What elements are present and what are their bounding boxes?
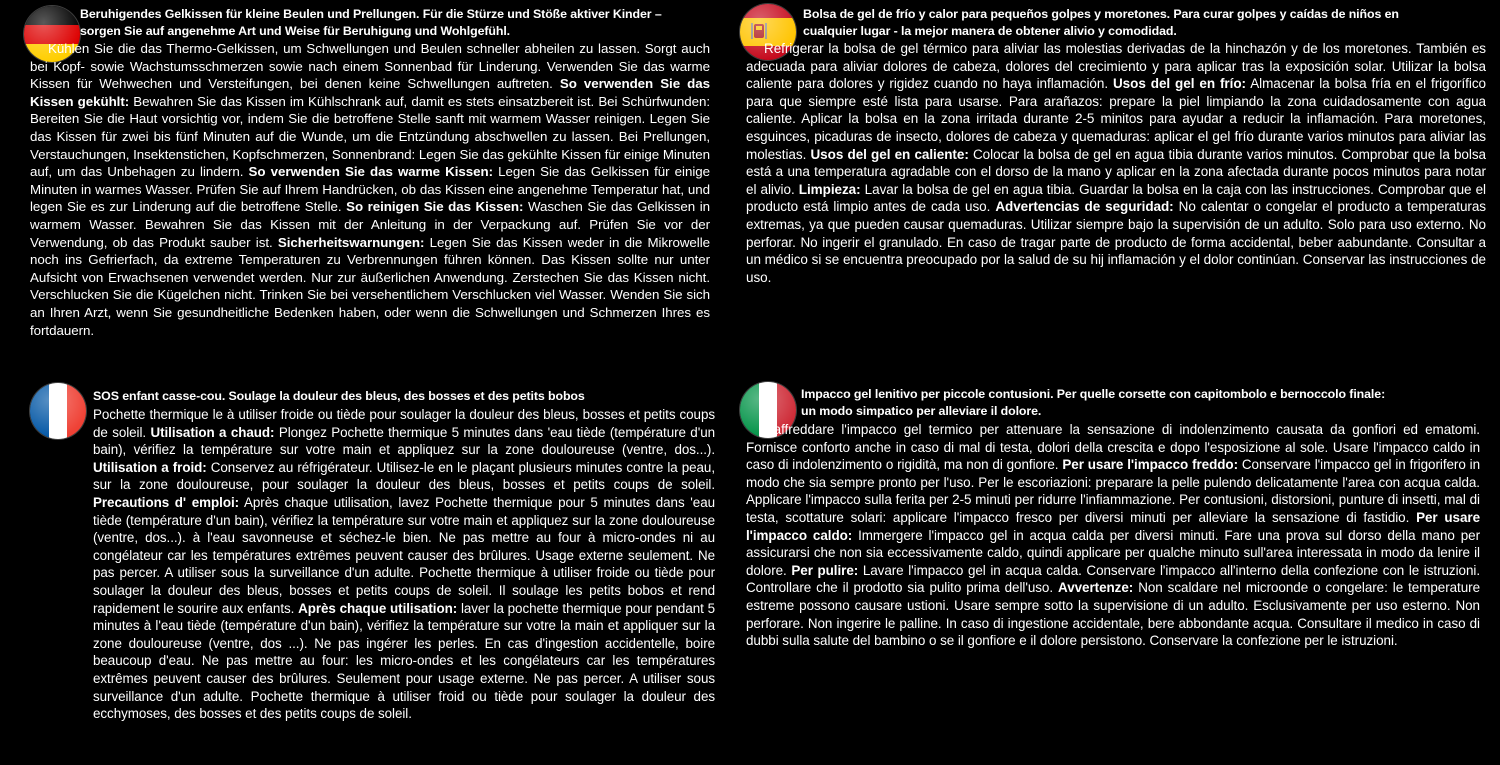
italian-label-warnings: Avvertenze: — [1058, 580, 1134, 596]
french-paragraph: Après chaque utilisation, lavez Pochette thermique pour 5 minutes dans 'eau tiède (température d'un bain), vérifiez la température sur votre main et appliquez sur la zone douloureuse (ventre, dos...). à l'eau savonneuse et séchez-le bien. Ne pas mettre au four à micro-ondes ni au congélateur car les températures extrêmes peuvent causer des brûlures. Usage externe seulement. Ne pas percer. A utiliser sous la surveillance d'un adulte. Pochette thermique à utiliser froide ou tiède pour soulager la douleur des bleus, bosses et petits coups de soleil. Il soulage les petits bobos et rend rapidement le sourire aux enfants. — [93, 494, 715, 616]
german-label-warm-use: So verwenden Sie das warme Kissen: — [248, 164, 493, 180]
spanish-label-warm-use: Usos del gel en caliente: — [810, 146, 969, 162]
german-label-safety: Sicherheitswarnungen: — [277, 234, 425, 250]
german-paragraph: Kühlen Sie die das Thermo-Gelkissen, um Schwellungen und Beulen schneller abheilen zu lassen. Sorgt auch bei Kopf- sowie Wachstumsschmerzen sowie nach einem Sonnenbad für Linderung. Verwenden Sie das warme Kissen für Wehwechen und Versteifungen, bei denen keine Schwellungen auftreten. — [30, 41, 710, 92]
french-label-precautions: Precautions d' emploi: — [93, 494, 240, 510]
spanish-label-cleaning: Limpieza: — [798, 181, 861, 197]
spanish-paragraph: Colocar la bolsa de gel en agua tibia durante varios minutos. Comprobar que la bolsa está a una temperatura agradable con el dorso de la mano y aplicar en la zona afectada durante pocos minutos para notar el alivio. — [746, 146, 1486, 197]
italian-paragraph: Lavare l'impacco gel in acqua calda. Conservare l'impacco all'interno della confezione con le istruzioni. Controllare che il prodotto sia pulito prima dell'uso. — [746, 562, 1480, 596]
spanish-label-cold-use: Usos del gel en frío: — [1112, 76, 1246, 92]
spanish-paragraph: Lavar la bolsa de gel en agua tibia. Guardar la bolsa en la caja con las instrucciones. Comprobar que el producto está limpio antes de cada uso. — [746, 181, 1486, 215]
french-label-warm-use: Utilisation a chaud: — [150, 424, 275, 440]
german-paragraph: Bewahren Sie das Kissen im Kühlschrank auf, damit es stets einsatzbereit ist. Bei Schürfwunden: Bereiten Sie die Haut vorsichtig vor, indem Sie die betroffene Stelle sanft mit warmem Wasser reinigen. Legen Sie das Kissen für zwei bis fünf Minuten auf die Wunde, um die Entzündung abschwellen zu lassen. Bei Prellungen, Verstauchungen, Insektenstichen, Kopfschmerzen, Sonnenbrand: Legen Sie das gekühlte Kissen für einige Minuten auf, um das Unbehagen zu lindern. — [30, 93, 710, 180]
french-body-text — [93, 406, 715, 723]
italian-paragraph: Raffreddare l'impacco gel termico per attenuare la sensazione di indolenzimento causata da gonfiori ed ematomi. Fornisce conforto anche in caso di mal di testa, dolori della crescita e dopo l'esposizione al sole. Usare l'impacco caldo in caso di indolenzimento o rigidità, ma non di gonfiore. — [746, 422, 1480, 473]
french-label-after-use: Après chaque utilisation: — [298, 600, 458, 616]
italian-label-cold-use: Per usare l'impacco freddo: — [1062, 457, 1238, 473]
french-paragraph: Plongez Pochette thermique 5 minutes dans 'eau tiède (température d'un bain), vérifiez la température sur votre main et appliquez sur la zone douloureuse (ventre, dos...). — [93, 424, 715, 458]
german-label-cleaning: So reinigen Sie das Kissen: — [346, 199, 524, 215]
french-label-cold-use: Utilisation a froid: — [93, 459, 207, 475]
german-paragraph: Legen Sie das Kissen weder in die Mikrowelle noch ins Gefrierfach, da extreme Temperaturen zu Verbrennungen führen können. Das Kissen sollte nur unter Aufsicht von Erwachsenen verwendet werden. Nur zur äußerlichen Anwendung. Zerstechen Sie das Kissen nicht. Verschlucken Sie die Kügelchen nicht. Trinken Sie bei versehentlichem Verschlucken viel Wasser. Wenden Sie sich an Ihren Arzt, wenn Sie gesundheitliche Bedenken haben, oder wenn die Schwellungen und Schmerzen Ihres es fortdauern. — [30, 234, 710, 338]
french-paragraph: laver la pochette thermique pour pendant 5 minutes à l'eau tiède (température d'un bain), vérifiez la température sur votre la main et appliquer sur la zone douloureuse (ventre, dos ...). Ne pas ingérer les perles. En cas d'ingestion accidentelle, boire beaucoup d'eau. Ne pas mettre au four: les micro-ondes et les congélateurs car les températures extrêmes peuvent causer des brûlures. Seulement pour usage externe. Ne pas percer. A utiliser sous surveillance d'un adulte. Pochette thermique à utiliser froid ou tiède pour soulager la douleur des ecchymoses, des bosses et des petits coups de soleil. — [93, 600, 715, 722]
german-instructions-section — [0, 0, 740, 380]
italian-paragraph: Conservare l'impacco gel in frigorifero in modo che sia sempre pronto per l'uso. Per le escoriazioni: preparare la pelle pulendo delicatamente l'area con acqua calda. Applicare l'impacco sulla ferita per 2-5 minuti per ridurre l'infiammazione. Per contusioni, distorsioni, punture di insetti, mal di testa, scottature solari: applicare l'impacco fresco per diversi minuti per alleviare la sensazione di fastidio. — [746, 457, 1480, 525]
spanish-headline: Bolsa de gel de frío y calor para pequeños golpes y moretones. Para curar golpes y caídas de niños en cualquier lugar - la mejor manera de obtener alivio y comodidad. — [803, 7, 1399, 38]
france-flag-icon — [30, 383, 86, 439]
spanish-body-text — [746, 40, 1486, 286]
spanish-paragraph: Refrigerar la bolsa de gel térmico para aliviar las molestias derivadas de la hinchazón y de los moretones. También es adecuada para aliviar dolores de cabeza, dolores del crecimiento y para aplicar tras la exposición solar. Utilizar la bolsa caliente para dolores y rigidez cuando no haya inflamación. — [746, 41, 1486, 92]
french-paragraph: Conservez au réfrigérateur. Utilisez-le en le plaçant plusieurs minutes contre la peau, sur la zone douloureuse, pour soulager la douleur des bleus, bosses et petits coups de soleil. — [93, 459, 716, 493]
italian-label-cleaning: Per pulire: — [791, 562, 859, 578]
spanish-instructions-section — [740, 0, 1500, 380]
german-body-text — [30, 40, 710, 339]
german-paragraph: Waschen Sie das Gelkissen in warmem Wasser. Bewahren Sie das Kissen mit der Anleitung in der Verpackung auf. Prüfen Sie vor der Verwendung, ob das Produkt sauber ist. — [30, 199, 710, 250]
spanish-paragraph: Almacenar la bolsa fría en el frigorífico para que siempre esté lista para usarse. Para arañazos: prepare la piel limpiando la zona cuidadosamente con agua caliente. Aplicar la bolsa en la zona irritada durante 2-5 minitos para ayudar a reducir la inflamación. Para moretones, esguinces, picaduras de insecto, dolores de cabeza y quemaduras: aplicar el gel frío durante varios minutos para aliviar las molestias. — [746, 76, 1486, 162]
german-headline: Beruhigendes Gelkissen für kleine Beulen und Prellungen. Für die Stürze und Stöße aktiver Kinder – sorgen Sie auf angenehme Art und Weise für Beruhigung und Wohlgefühl. — [80, 7, 662, 38]
italian-headline: Impacco gel lenitivo per piccole contusioni. Per quelle corsette con capitombolo e bernoccolo finale: un modo simpatico per alleviare il dolore. — [801, 387, 1386, 418]
french-paragraph: Pochette thermique le à utiliser froide ou tiède pour soulager la douleur des bleus, bosses et petits coups de soleil. — [93, 407, 715, 440]
italian-label-warm-use: Per usare l'impacco caldo: — [746, 509, 1481, 543]
spanish-paragraph: No calentar o congelar el producto a temperaturas extremas, ya que pueden causar quemaduras. Utilizar siempre bajo la supervisión de un adulto. Solo para uso externo. No perforar. No ingerir el granulado. En caso de tragar parte de producto de forma accidental, beber aabundante. Consultar a un médico si se encuentra preocupado por la salud de su hij inflamación y el dolor continúan. Conservar las instrucciones de uso. — [746, 199, 1487, 285]
italian-paragraph: Non scaldare nel microonde o congelare: le temperature estreme possono causare ustioni. Usare sempre sotto la supervisione di un adulto. Esclusivamente per uso esterno. Non perforare. Non ingerire le palline. In caso di ingestione accidentale, bere abbondante acqua. Consultare il medico in caso di dubbi sulla salute del bambino o se il gonfiore e il dolore persistono. Conservare la confezione per le istruzioni. — [746, 580, 1481, 649]
spanish-label-safety: Advertencias de seguridad: — [995, 199, 1174, 215]
italian-body-text — [746, 421, 1480, 650]
italian-paragraph: Immergere l'impacco gel in acqua calda per diversi minuti. Fare una prova sul dorso della mano per assicurarsi che non sia eccessivamente caldo, quindi applicare per qualche minuto sull'area interessata in modo da lenire il dolore. — [746, 527, 1480, 578]
french-headline: SOS enfant casse-cou. Soulage la douleur des bleus, des bosses et des petits bobos — [93, 389, 585, 403]
german-paragraph: Legen Sie das Gelkissen für einige Minuten in warmes Wasser. Prüfen Sie auf Ihrem Handrücken, ob das Kissen eine angenehme Temperatur hat, und legen Sie es zur Linderung auf die betroffene Stelle. — [30, 164, 710, 215]
french-instructions-section — [0, 380, 740, 765]
italian-instructions-section — [740, 380, 1500, 765]
german-label-cold-use: So verwenden Sie das Kissen gekühlt: — [30, 76, 710, 109]
